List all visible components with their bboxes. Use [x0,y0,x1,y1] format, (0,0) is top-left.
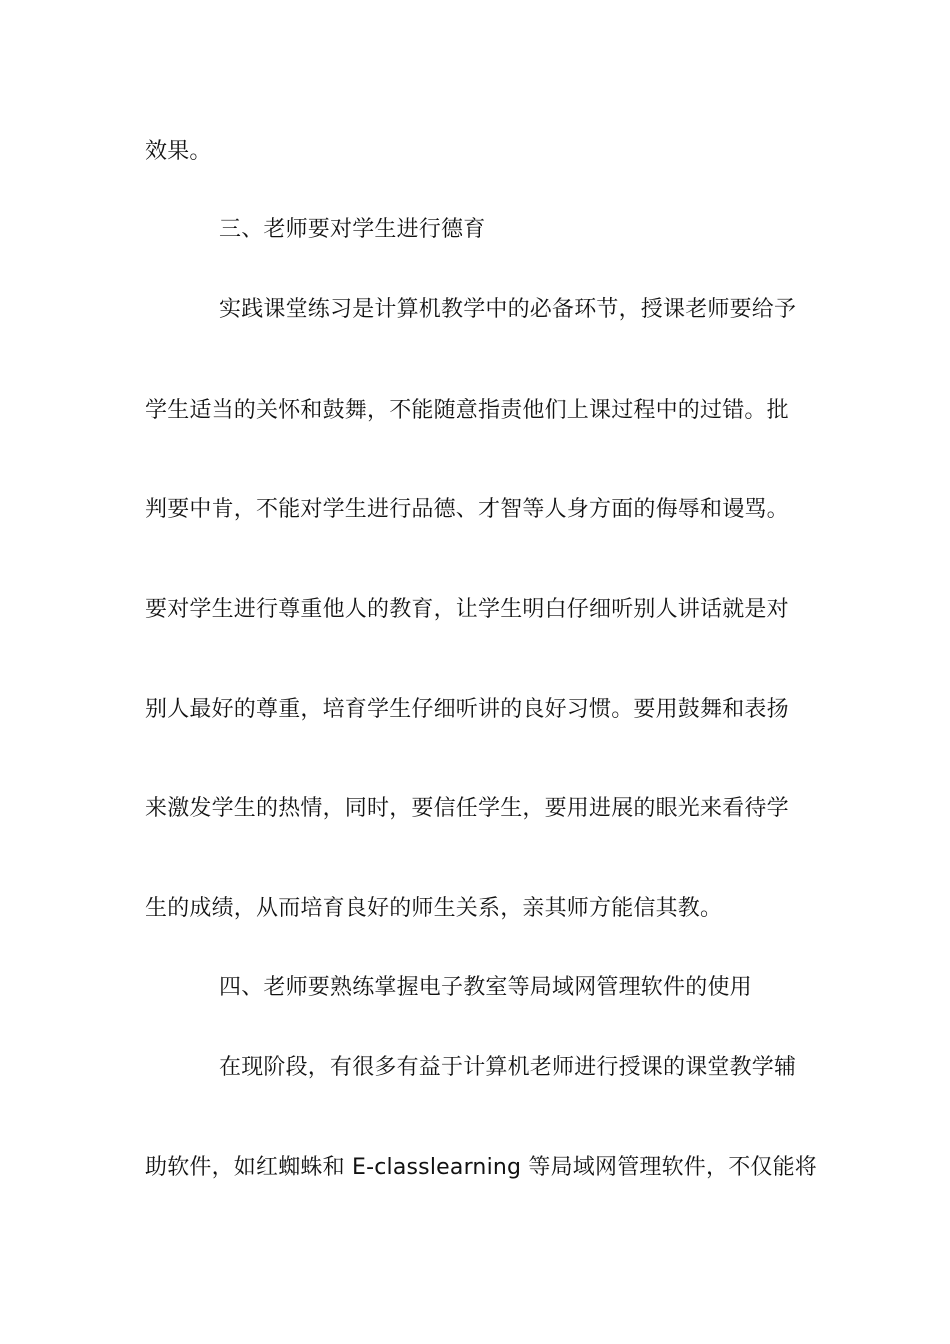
section-heading-4: 四、老师要熟练掌握电子教室等局域网管理软件的使用 [219,975,752,1000]
paragraph-line: 来激发学生的热情，同时，要信任学生，要用进展的眼光来看待学 [145,796,789,821]
paragraph-line: 实践课堂练习是计算机教学中的必备环节，授课老师要给予 [219,297,797,322]
paragraph-line: 判要中肯，不能对学生进行品德、才智等人身方面的侮辱和谩骂。 [145,497,789,522]
paragraph-line: 在现阶段，有很多有益于计算机老师进行授课的课堂教学辅 [219,1055,797,1080]
paragraph-line: 别人最好的尊重，培育学生仔细听讲的良好习惯。要用鼓舞和表扬 [145,697,789,722]
paragraph-line: 助软件，如红蜘蛛和 E-classlearning 等局域网管理软件，不仅能将 [145,1155,817,1180]
paragraph-line: 学生适当的关怀和鼓舞，不能随意指责他们上课过程中的过错。批 [145,398,789,423]
paragraph-line-closing: 效果。 [145,139,212,164]
paragraph-line: 生的成绩，从而培育良好的师生关系，亲其师方能信其教。 [145,896,723,921]
paragraph-line: 要对学生进行尊重他人的教育，让学生明白仔细听别人讲话就是对 [145,597,789,622]
section-heading-3: 三、老师要对学生进行德育 [219,217,486,242]
